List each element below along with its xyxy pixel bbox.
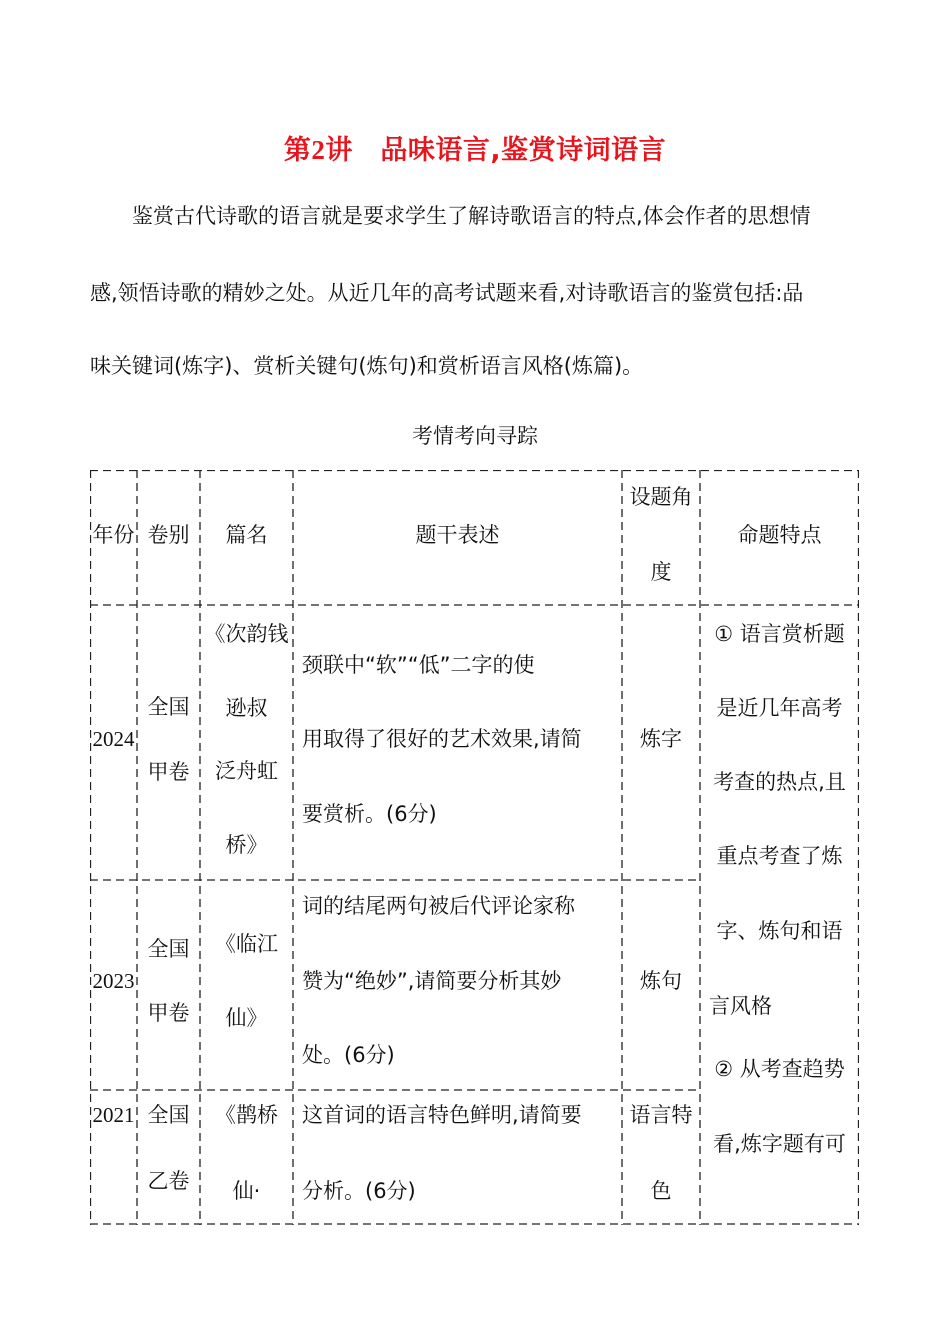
header-question: 题干表述 [415,523,500,547]
row-2024-title-line1: 《次韵钱 [204,622,289,646]
row-2023-question-line1: 词的结尾两句被后代评论家称 [302,894,575,918]
row-2023-paper-line2: 甲卷 [147,1001,190,1025]
row-2024-question-line1: 颈联中“软”“低”二字的使 [302,653,535,677]
row-2023-year: 2023 [92,969,135,993]
header-features: 命题特点 [737,523,822,547]
features-line-5: 字、炼句和语 [716,919,843,943]
table-caption: 考情考向寻踪 [412,424,538,448]
row-2024-title-line2: 逊叔 [225,696,268,720]
intro-line-1: 鉴赏古代诗歌的语言就是要求学生了解诗歌语言的特点,体会作者的思想情 [132,204,811,228]
row-2021-title-line1: 《鹊桥 [215,1103,278,1127]
header-angle-line1: 设题角 [629,485,693,509]
header-year: 年份 [92,523,135,547]
features-line-1: ① 语言赏析题 [714,622,845,646]
features-line-4: 重点考查了炼 [716,844,843,868]
row-2024-title-line4: 桥》 [225,833,268,857]
row-2021-angle-line1: 语言特 [629,1103,693,1127]
row-2024-question-line2: 用取得了很好的艺术效果,请简 [302,727,582,751]
row-2023-question-line2: 赞为“绝妙”,请简要分析其妙 [302,969,562,993]
row-2021-paper-line2: 乙卷 [147,1169,190,1193]
features-line-6: 言风格 [709,994,772,1018]
row-2024-year: 2024 [92,727,135,751]
features-line-3: 考查的热点,且 [713,770,846,794]
header-paper: 卷别 [147,523,190,547]
row-2023-question-line3: 处。(6分) [302,1043,395,1067]
row-2024-question-line3: 要赏析。(6分) [302,802,437,826]
row-2021-question-line1: 这首词的语言特色鲜明,请简要 [302,1103,582,1127]
features-line-7: ② 从考查趋势 [714,1057,845,1081]
row-2021-year: 2021 [92,1103,135,1127]
row-2021-title-line2: 仙· [232,1179,261,1203]
row-2021-paper-line1: 全国 [147,1103,190,1127]
row-2021-angle-line2: 色 [650,1179,672,1203]
row-2023-angle: 炼句 [640,969,682,993]
row-2024-title-line3: 泛舟虹 [215,759,278,783]
exam-table [90,470,859,1225]
row-2024-paper-line1: 全国 [147,695,190,719]
features-line-8: 看,炼字题有可 [713,1132,846,1156]
intro-line-2: 感,领悟诗歌的精妙之处。从近几年的高考试题来看,对诗歌语言的鉴赏包括:品 [90,281,804,305]
page-title: 第2讲 品味语言,鉴赏诗词语言 [283,135,667,166]
row-2021-question-line2: 分析。(6分) [302,1179,416,1203]
header-title: 篇名 [225,523,268,547]
intro-line-3: 味关键词(炼字)、赏析关键句(炼句)和赏析语言风格(炼篇)。 [90,354,644,378]
row-2023-title-line2: 仙》 [225,1006,268,1030]
row-2023-paper-line1: 全国 [147,937,190,961]
row-2023-title-line1: 《临江 [215,932,278,956]
features-line-2: 是近几年高考 [716,696,843,720]
row-2024-paper-line2: 甲卷 [147,760,190,784]
header-angle-line2: 度 [650,560,672,584]
row-2024-angle: 炼字 [640,727,682,751]
